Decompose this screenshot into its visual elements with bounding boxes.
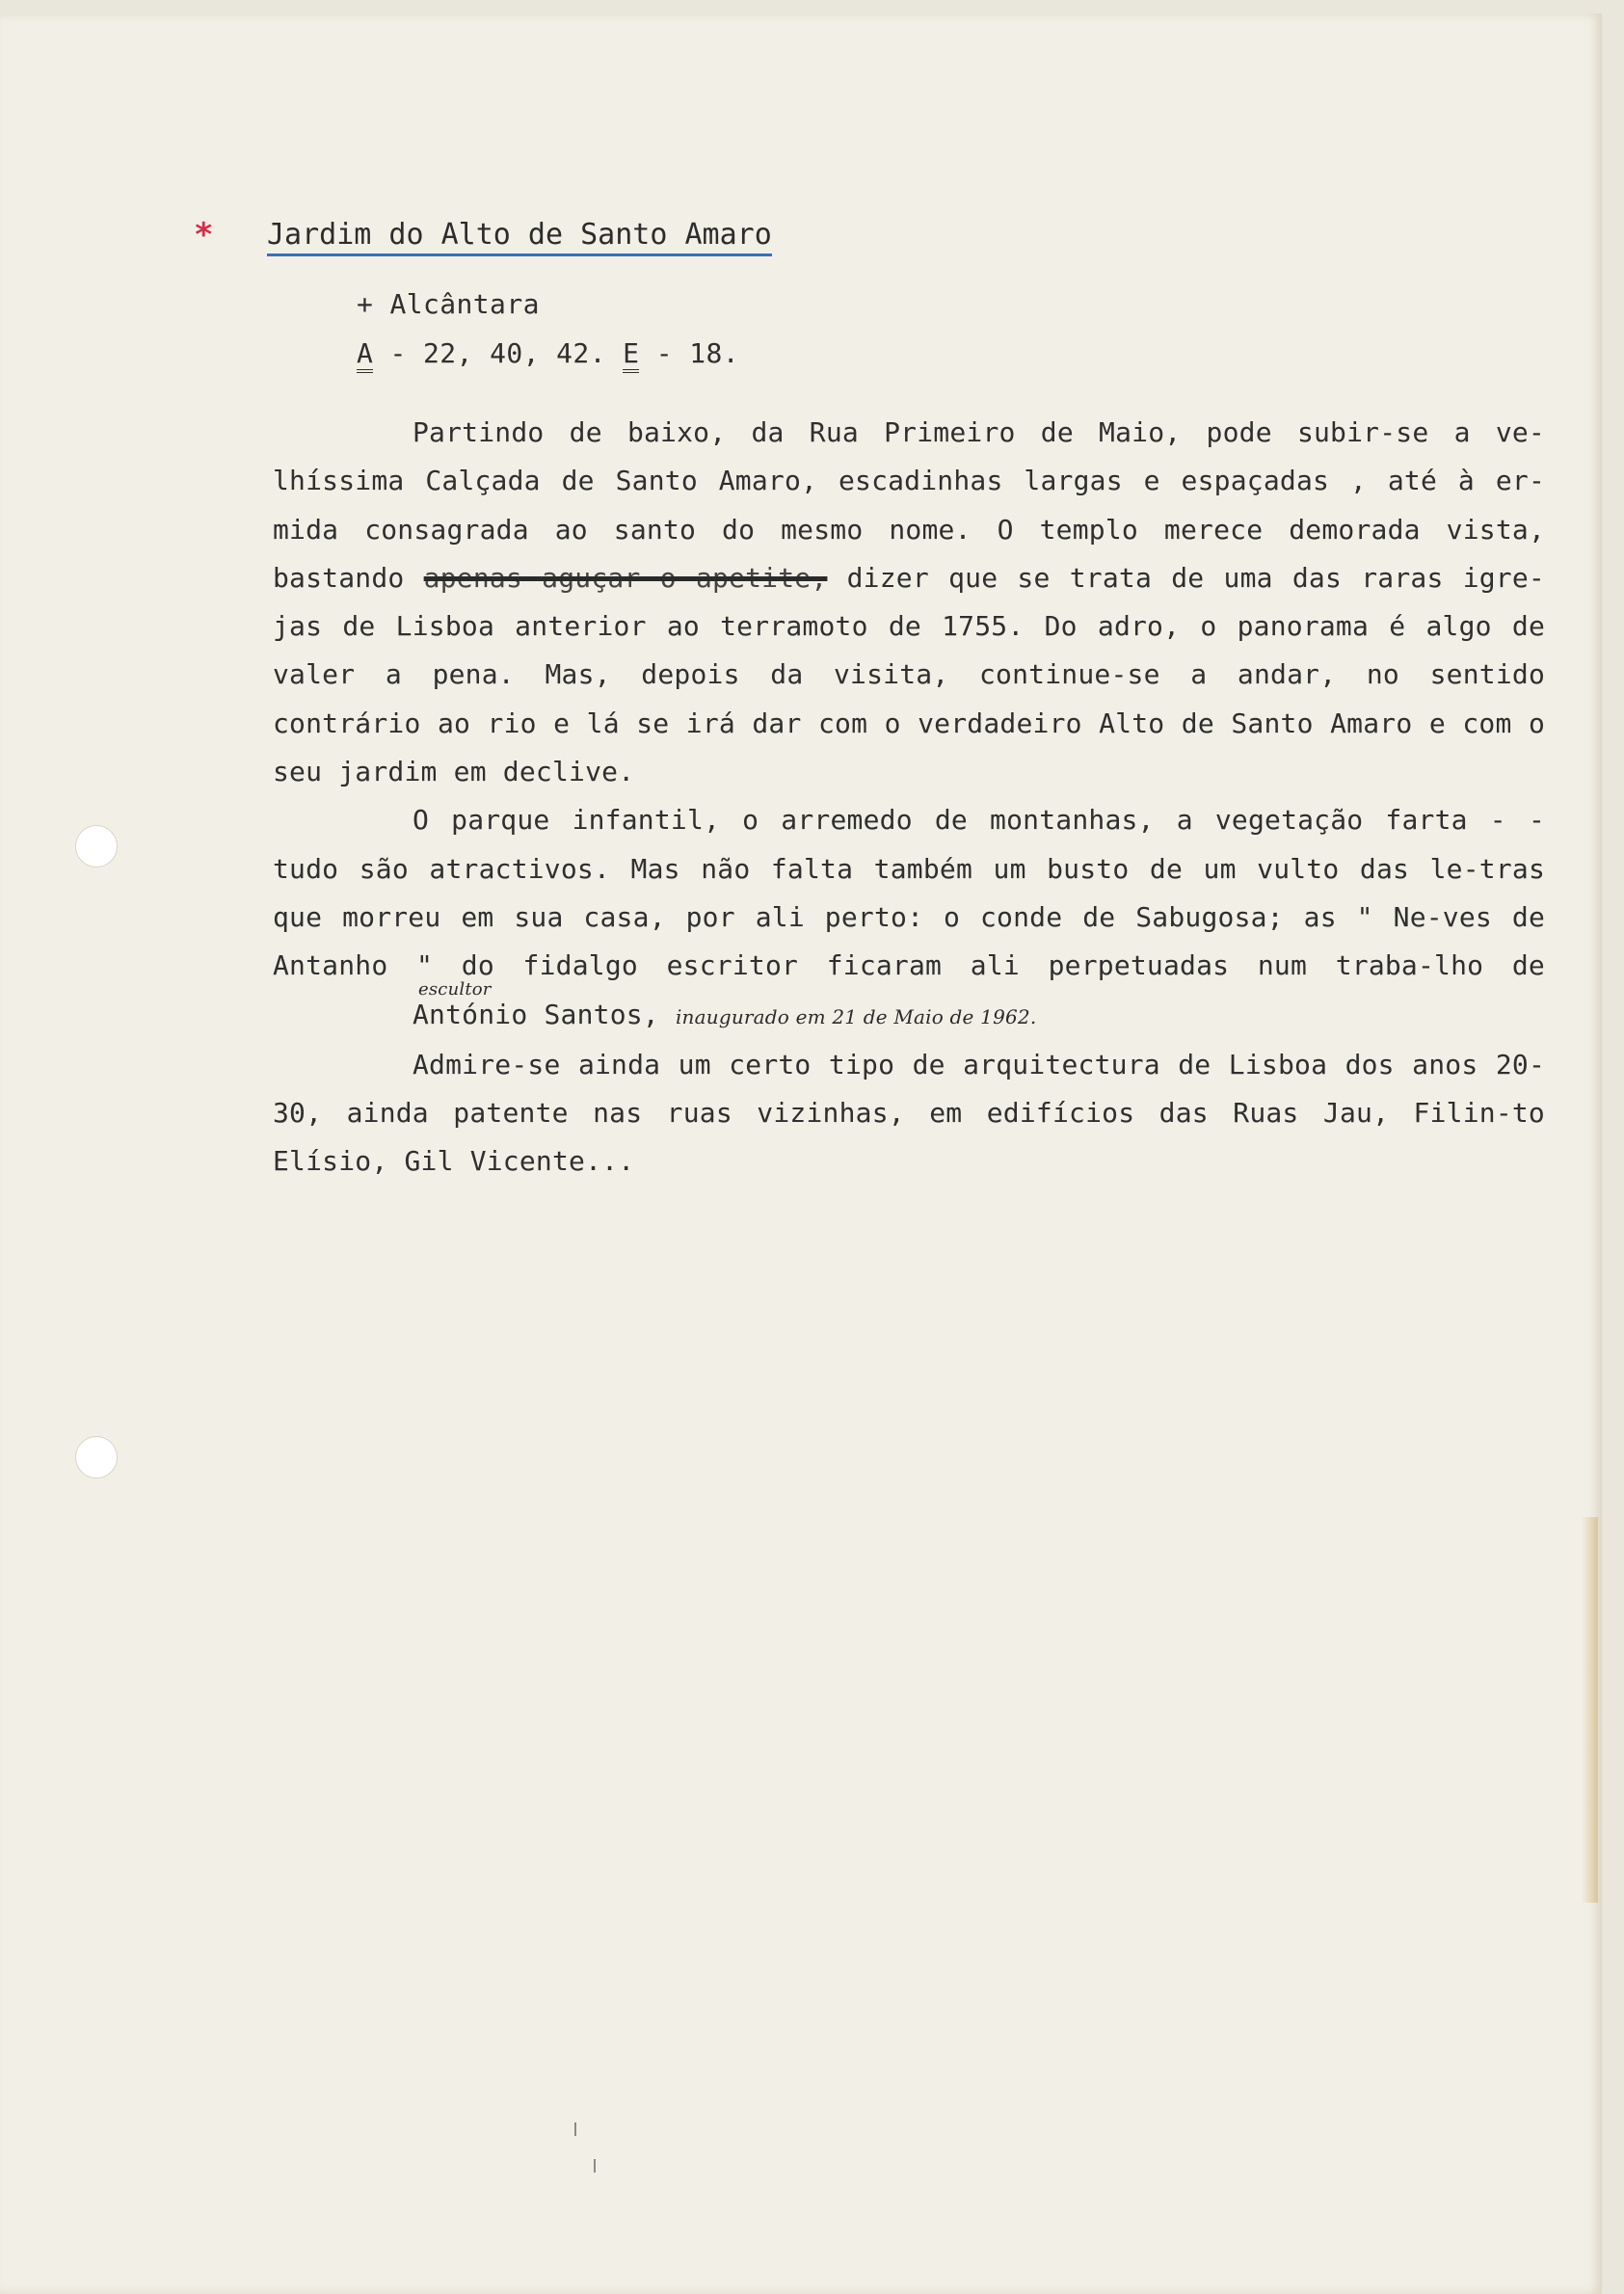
transport-a-routes: - 22, 40, 42. xyxy=(389,337,606,369)
edge-stain xyxy=(1581,1517,1598,1903)
stray-mark xyxy=(574,2122,576,2136)
struck-phrase: apenas aguçar o apetite, xyxy=(423,561,828,594)
asterisk-marker: * xyxy=(194,216,214,254)
page-title: Jardim do Alto de Santo Amaro xyxy=(267,218,772,256)
transport-e-label: E xyxy=(623,337,639,373)
paragraph-1-text-b: dizer que se trata de uma das raras igre-jas de Lisboa anterior ao terramoto de 1755. Do adro, o panorama é algo de valer a pena. Mas, depois da visita, continue-se a andar, no sentido contrário ao rio e lá se irá dar com o verdadeiro Alto de Santo Amaro e com o seu jardim em declive. xyxy=(273,561,1545,788)
paper-page xyxy=(0,13,1602,2294)
paragraph-1 xyxy=(273,409,1545,796)
paragraph-1-text-a: Partindo de baixo, da Rua Primeiro de Maio, pode subir-se a ve-lhíssima Calçada de Santo Amaro, escadinhas largas e espaçadas , até à er-mida consagrada ao santo do mesmo nome. O templo merece demorada vista, bastando xyxy=(273,416,1545,594)
transport-line xyxy=(357,337,739,369)
paragraph-3: Admire-se ainda um certo tipo de arquitectura de Lisboa dos anos 20-30, ainda patente nas ruas vizinhas, em edifícios das Ruas Jau, Filin-to Elísio, Gil Vicente... xyxy=(273,1048,1545,1178)
paragraph-2 xyxy=(273,796,1545,1040)
transport-a-label: A xyxy=(357,337,373,373)
stray-mark xyxy=(594,2159,596,2173)
handwritten-annotation: inaugurado em 21 de Maio de 1962. xyxy=(675,1004,1037,1028)
body-text xyxy=(273,409,1545,1187)
punch-hole-top xyxy=(75,825,118,867)
transport-e-routes: - 18. xyxy=(655,337,739,369)
location-line: + Alcântara xyxy=(357,288,540,320)
punch-hole-bottom xyxy=(75,1436,118,1479)
paragraph-2-text-b: António Santos, xyxy=(413,998,659,1030)
paragraph-2-text-a: O parque infantil, o arremedo de montanhas, a vegetação farta - - tudo são atractivos. Mas não falta também um busto de um vulto das le-tras que morreu em sua casa, por ali perto: o conde de Sabugosa; as " Ne-ves de Antanho " do fidalgo escritor ficaram ali perpetuadas num traba-lho de xyxy=(273,804,1545,982)
handwritten-insert: escultor xyxy=(418,978,492,1000)
insertion-note xyxy=(273,978,659,1039)
